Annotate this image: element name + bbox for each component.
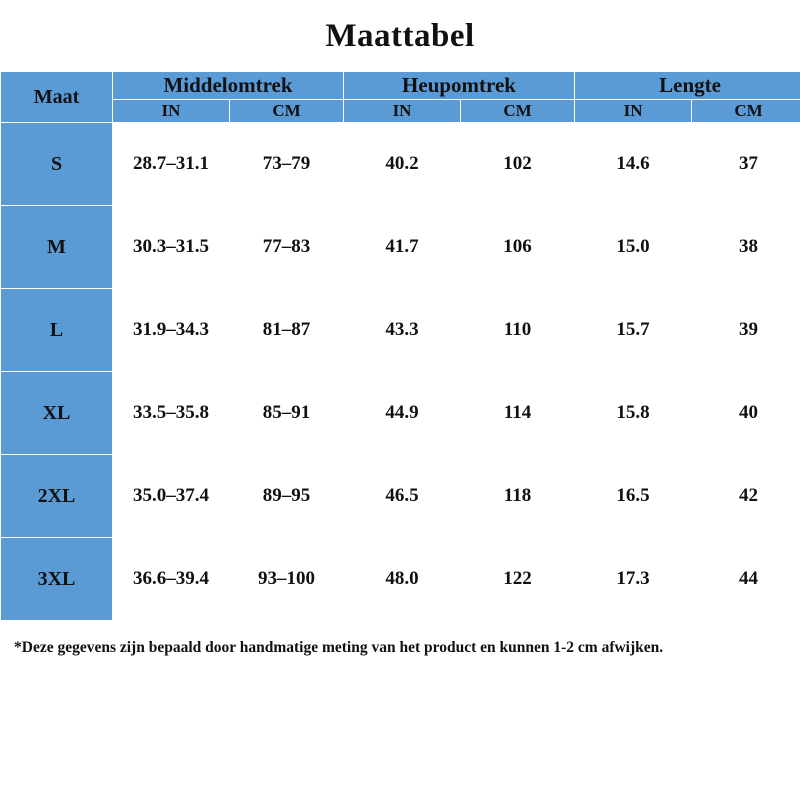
cell-lengte-cm: 40 (692, 372, 800, 455)
cell-lengte-cm: 44 (692, 538, 800, 621)
row-size-label: XL (1, 372, 113, 455)
row-size-label: M (1, 206, 113, 289)
cell-middelomtrek-in: 36.6–39.4 (113, 538, 230, 621)
row-size-label: 2XL (1, 455, 113, 538)
table-row (1, 372, 800, 455)
cell-middelomtrek-in: 33.5–35.8 (113, 372, 230, 455)
cell-lengte-cm: 37 (692, 123, 800, 206)
column-group-middelomtrek: Middelomtrek (113, 72, 344, 100)
column-header-unit-in-2: IN (344, 100, 461, 123)
cell-lengte-cm: 38 (692, 206, 800, 289)
column-header-unit-in-3: IN (575, 100, 692, 123)
table-row (1, 123, 800, 206)
cell-heupomtrek-cm: 118 (461, 455, 575, 538)
cell-lengte-in: 15.0 (575, 206, 692, 289)
table-row (1, 538, 800, 621)
cell-middelomtrek-cm: 73–79 (230, 123, 344, 206)
row-size-label: 3XL (1, 538, 113, 621)
page-title: Maattabel (325, 18, 475, 54)
cell-lengte-in: 15.8 (575, 372, 692, 455)
cell-lengte-in: 17.3 (575, 538, 692, 621)
table-row (1, 289, 800, 372)
cell-heupomtrek-in: 44.9 (344, 372, 461, 455)
cell-heupomtrek-cm: 106 (461, 206, 575, 289)
cell-middelomtrek-in: 28.7–31.1 (113, 123, 230, 206)
column-header-unit-in-1: IN (113, 100, 230, 123)
cell-lengte-cm: 39 (692, 289, 800, 372)
cell-middelomtrek-cm: 81–87 (230, 289, 344, 372)
cell-middelomtrek-in: 30.3–31.5 (113, 206, 230, 289)
cell-heupomtrek-in: 40.2 (344, 123, 461, 206)
cell-heupomtrek-in: 41.7 (344, 206, 461, 289)
cell-heupomtrek-cm: 122 (461, 538, 575, 621)
cell-heupomtrek-cm: 114 (461, 372, 575, 455)
table-header (1, 72, 800, 123)
table-header-row-units (1, 100, 800, 123)
table-row (1, 206, 800, 289)
cell-heupomtrek-in: 48.0 (344, 538, 461, 621)
cell-heupomtrek-in: 43.3 (344, 289, 461, 372)
cell-lengte-in: 16.5 (575, 455, 692, 538)
row-size-label: L (1, 289, 113, 372)
cell-lengte-cm: 42 (692, 455, 800, 538)
table-row (1, 455, 800, 538)
cell-middelomtrek-cm: 77–83 (230, 206, 344, 289)
cell-lengte-in: 14.6 (575, 123, 692, 206)
column-group-lengte: Lengte (575, 72, 800, 100)
cell-middelomtrek-cm: 93–100 (230, 538, 344, 621)
table-body (1, 123, 800, 621)
cell-middelomtrek-in: 35.0–37.4 (113, 455, 230, 538)
cell-lengte-in: 15.7 (575, 289, 692, 372)
size-chart-table (0, 71, 800, 621)
column-header-unit-cm-3: CM (692, 100, 800, 123)
table-header-row-groups (1, 72, 800, 100)
cell-heupomtrek-in: 46.5 (344, 455, 461, 538)
cell-heupomtrek-cm: 110 (461, 289, 575, 372)
cell-middelomtrek-in: 31.9–34.3 (113, 289, 230, 372)
measurement-disclaimer: *Deze gegevens zijn bepaald door handmatige meting van het product en kunnen 1-2 cm afwijken. (14, 639, 664, 656)
cell-middelomtrek-cm: 85–91 (230, 372, 344, 455)
column-header-unit-cm-1: CM (230, 100, 344, 123)
column-group-heupomtrek: Heupomtrek (344, 72, 575, 100)
column-header-unit-cm-2: CM (461, 100, 575, 123)
row-size-label: S (1, 123, 113, 206)
cell-middelomtrek-cm: 89–95 (230, 455, 344, 538)
cell-heupomtrek-cm: 102 (461, 123, 575, 206)
column-header-maat: Maat (1, 72, 113, 123)
